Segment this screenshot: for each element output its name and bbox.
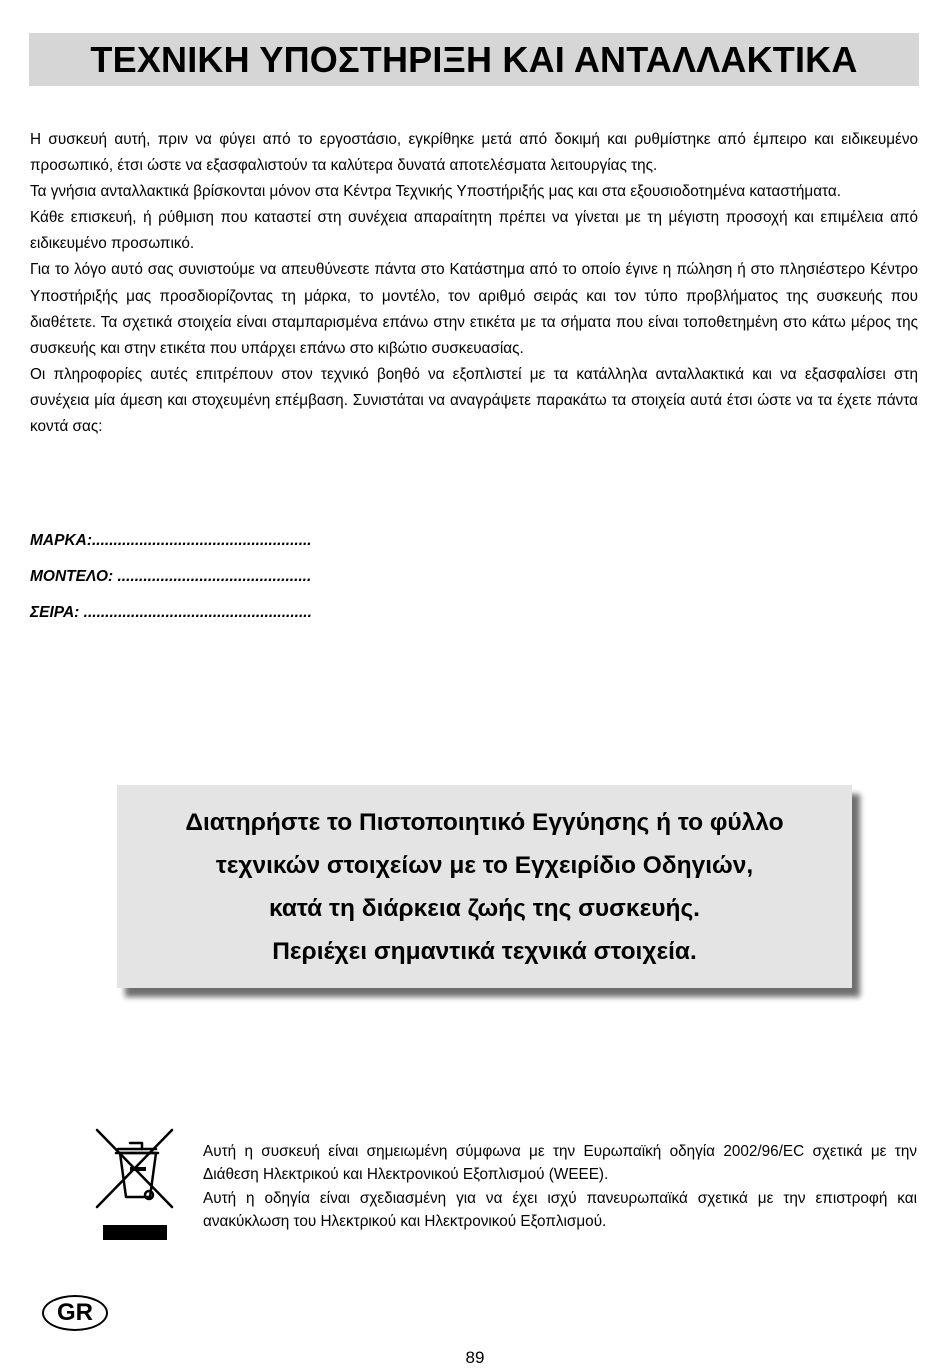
model-field: ΜΟΝΤΕΛΟ: ............................................. — [30, 568, 312, 585]
weee-paragraph: Αυτή η συσκευή είναι σημειωμένη σύμφωνα με την Ευρωπαϊκή οδηγία 2002/96/EC σχετικά με την Διάθεση Ηλεκτρικού και Ηλεκτρονικού Εξοπλισμού (WEEE). — [203, 1143, 917, 1184]
page-title: ΤΕΧΝΙΚΗ ΥΠΟΣΤΗΡΙΞΗ ΚΑΙ ΑΝΤΑΛΛΑΚΤΙΚΑ — [90, 38, 858, 80]
country-code: GR — [57, 1299, 93, 1326]
brand-field: ΜΑΡΚΑ:................................................... — [30, 532, 312, 549]
crossed-out-wheelie-bin-icon — [94, 1127, 178, 1242]
paragraph: Τα γνήσια ανταλλακτικά βρίσκονται μόνον στα Κέντρα Τεχνικής Υποστήριξής μας και στα εξουσιοδοτημένα καταστήματα. — [30, 183, 841, 201]
notice-line: τεχνικών στοιχείων με το Εγχειρίδιο Οδηγιών, — [215, 851, 754, 879]
warranty-notice-box — [117, 785, 852, 988]
weee-paragraph: Αυτή η οδηγία είναι σχεδιασμένη για να έχει ισχύ πανευρωπαϊκά σχετικά με την επιστροφή και ανακύκλωση του Ηλεκτρικού και Ηλεκτρονικού Εξοπλισμού. — [203, 1189, 917, 1231]
paragraph: Κάθε επισκευή, ή ρύθμιση που καταστεί στη συνέχεια απαραίτητη πρέπει να γίνεται με τη μέγιστη προσοχή και επιμέλεια από ειδικευμένο προσωπικό. — [30, 209, 918, 253]
notice-line: Διατηρήστε το Πιστοποιητικό Εγγύησης ή το φύλλο — [185, 808, 784, 836]
body-text — [30, 127, 918, 440]
weee-text — [203, 1140, 917, 1234]
country-badge — [42, 1295, 108, 1331]
title-band — [29, 33, 919, 86]
serial-field: ΣΕΙΡΑ: ..................................................... — [30, 604, 312, 621]
notice-line: Περιέχει σημαντικά τεχνικά στοιχεία. — [272, 937, 697, 965]
product-info-fields — [30, 530, 312, 638]
paragraph: Οι πληροφορίες αυτές επιτρέπουν στον τεχνικό βοηθό να εξοπλιστεί με τα κατάλληλα ανταλλακτικά και να εξασφαλίσει στη συνέχεια μία άμεση και στοχευμένη επέμβαση. Συνιστάται να αναγράψετε παρακάτω τα στοιχεία αυτά έτσι ώστε να τα έχετε πάντα κοντά σας: — [30, 365, 918, 436]
paragraph: Για το λόγο αυτό σας συνιστούμε να απευθύνεστε πάντα στο Κατάστημα από το οποίο έγινε η πώληση ή στο πλησιέστερο Κέντρο Υποστήριξής μας προσδιορίζοντας τη μάρκα, το μοντέλο, τον αριθμό σειράς και τον τύπο προβλήματος της συσκευής που διαθέτετε. Τα σχετικά στοιχεία είναι σταμπαρισμένα επάνω στην ετικέτα με τα σήματα που είναι τοποθετημένη στο κάτω μέρος της συσκευής και στην ετικέτα που υπάρχει επάνω στο κιβώτιο συσκευασίας. — [30, 261, 918, 357]
notice-line: κατά τη διάρκεια ζωής της συσκευής. — [269, 894, 700, 922]
paragraph: Η συσκευή αυτή, πριν να φύγει από το εργοστάσιο, εγκρίθηκε μετά από δοκιμή και ρυθμίστηκε από έμπειρο και ειδικευμένο προσωπικό, έτσι ώστε να εξασφαλιστούν τα καλύτερα δυνατά αποτελέσματα λειτουργίας της. — [30, 131, 918, 175]
page-number: 89 — [465, 1348, 485, 1367]
